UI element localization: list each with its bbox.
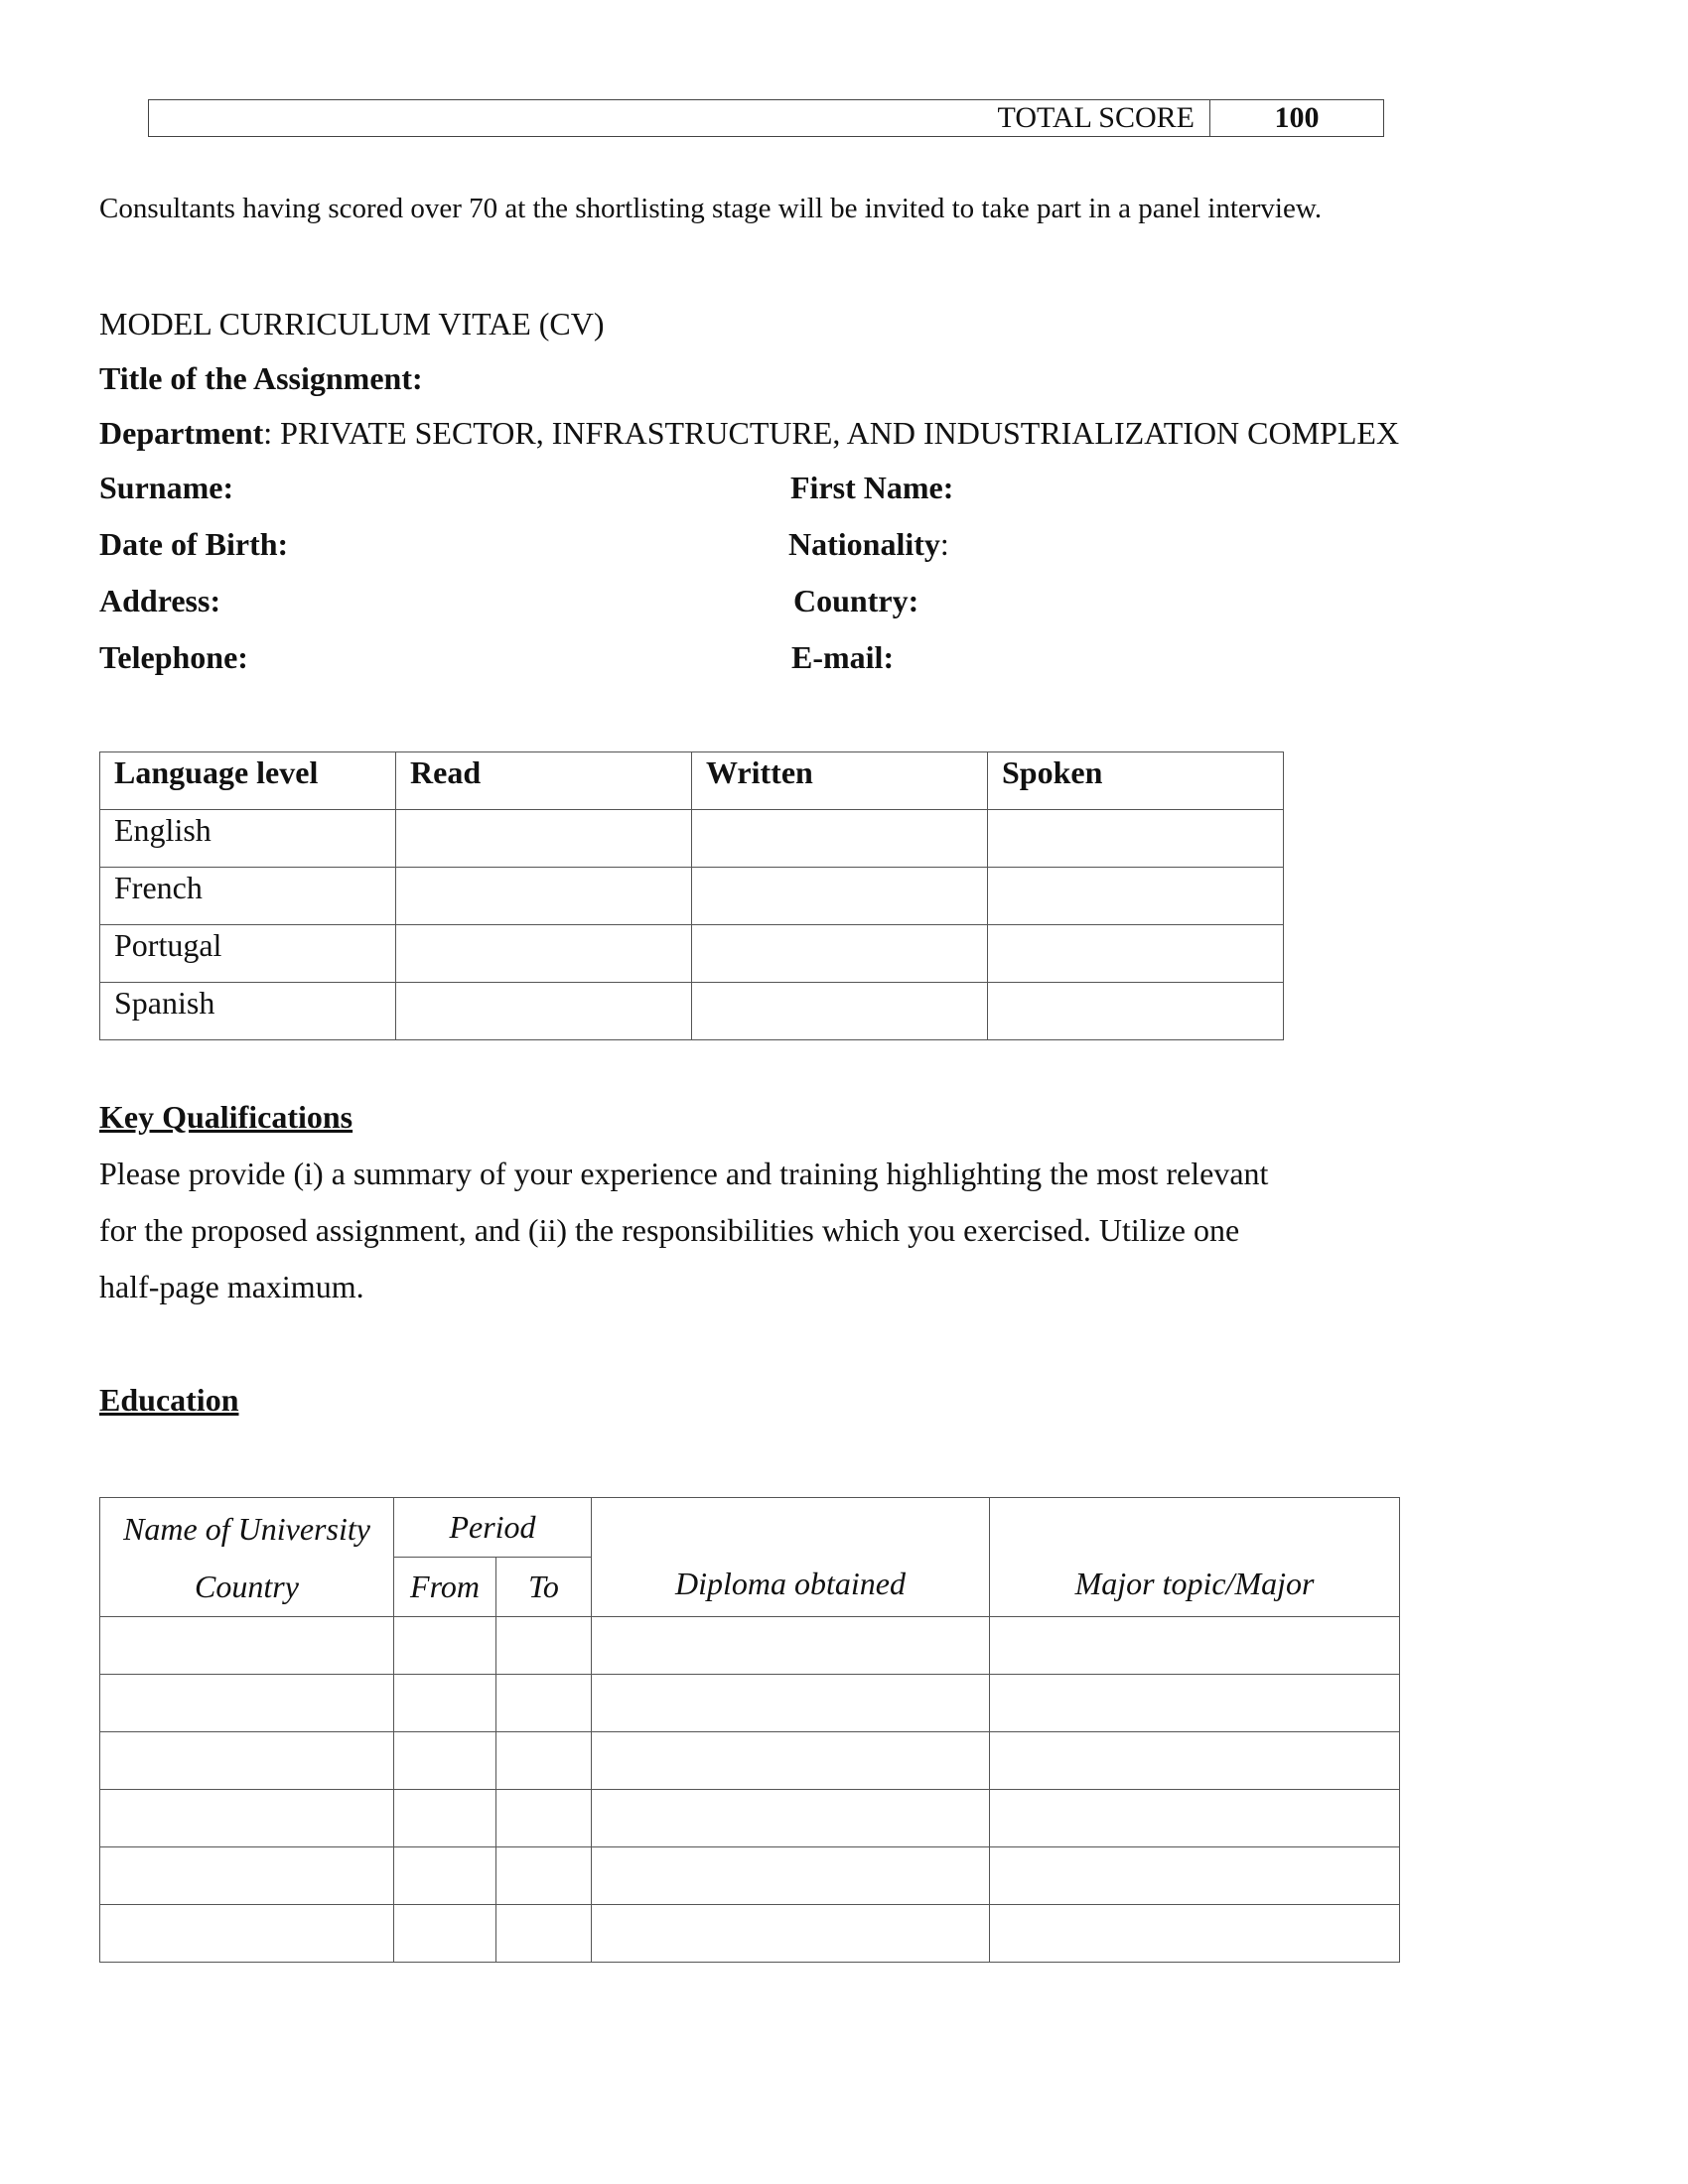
department-line <box>99 414 1399 452</box>
read-cell[interactable] <box>396 868 692 925</box>
header-period: Period <box>394 1498 592 1558</box>
nationality-line <box>788 525 949 563</box>
header-diploma-obtained: Diploma obtained <box>592 1498 990 1617</box>
language-name: English <box>100 810 396 868</box>
spoken-cell[interactable] <box>988 868 1284 925</box>
key-qualifications-line: half-page maximum. <box>99 1269 364 1304</box>
education-row <box>100 1675 1400 1732</box>
header-to: To <box>496 1558 592 1617</box>
date-of-birth-label: Date of Birth: <box>99 526 289 562</box>
first-name-label: First Name: <box>790 470 954 505</box>
major-cell[interactable] <box>990 1790 1400 1847</box>
nationality-label: Nationality <box>788 526 940 562</box>
cv-title: MODEL CURRICULUM VITAE (CV) <box>99 306 605 341</box>
total-score-box <box>148 99 1384 137</box>
header-country: Country <box>195 1568 299 1604</box>
key-qualifications-line: for the proposed assignment, and (ii) the responsibilities which you exercised. Utilize one <box>99 1212 1240 1248</box>
diploma-cell[interactable] <box>592 1905 990 1963</box>
education-row <box>100 1617 1400 1675</box>
language-table-header-row <box>100 752 1284 810</box>
department-label: Department <box>99 415 264 451</box>
to-cell[interactable] <box>496 1675 592 1732</box>
university-cell[interactable] <box>100 1790 394 1847</box>
major-cell[interactable] <box>990 1617 1400 1675</box>
spoken-cell[interactable] <box>988 983 1284 1040</box>
spoken-cell[interactable] <box>988 925 1284 983</box>
diploma-cell[interactable] <box>592 1675 990 1732</box>
major-cell[interactable] <box>990 1675 1400 1732</box>
university-cell[interactable] <box>100 1617 394 1675</box>
to-cell[interactable] <box>496 1847 592 1905</box>
header-spoken: Spoken <box>988 752 1284 810</box>
key-qualifications-line: Please provide (i) a summary of your experience and training highlighting the most relevant <box>99 1156 1269 1191</box>
university-cell[interactable] <box>100 1847 394 1905</box>
to-cell[interactable] <box>496 1905 592 1963</box>
total-score-label: TOTAL SCORE <box>997 101 1195 134</box>
read-cell[interactable] <box>396 925 692 983</box>
language-name: Portugal <box>100 925 396 983</box>
read-cell[interactable] <box>396 810 692 868</box>
from-cell[interactable] <box>394 1617 496 1675</box>
from-cell[interactable] <box>394 1905 496 1963</box>
header-written: Written <box>692 752 988 810</box>
written-cell[interactable] <box>692 925 988 983</box>
language-row <box>100 925 1284 983</box>
from-cell[interactable] <box>394 1790 496 1847</box>
address-label: Address: <box>99 583 221 618</box>
university-cell[interactable] <box>100 1675 394 1732</box>
education-table <box>99 1497 1400 1963</box>
assignment-title-label: Title of the Assignment: <box>99 360 423 396</box>
shortlisting-notice: Consultants having scored over 70 at the shortlisting stage will be invited to take part in a panel interview. <box>99 193 1323 224</box>
education-row <box>100 1732 1400 1790</box>
language-level-table <box>99 751 1284 1040</box>
from-cell[interactable] <box>394 1847 496 1905</box>
country-label: Country: <box>793 583 919 618</box>
to-cell[interactable] <box>496 1732 592 1790</box>
surname-label: Surname: <box>99 470 234 505</box>
header-name-of-university: Name of University <box>123 1510 370 1547</box>
university-cell[interactable] <box>100 1732 394 1790</box>
diploma-cell[interactable] <box>592 1790 990 1847</box>
university-country-header <box>100 1498 394 1617</box>
education-row <box>100 1847 1400 1905</box>
department-value: : PRIVATE SECTOR, INFRASTRUCTURE, AND INDUSTRIALIZATION COMPLEX <box>263 415 1400 451</box>
language-row <box>100 868 1284 925</box>
language-row <box>100 810 1284 868</box>
email-label: E-mail: <box>791 639 895 675</box>
nationality-colon: : <box>939 526 949 562</box>
header-language-level: Language level <box>100 752 396 810</box>
read-cell[interactable] <box>396 983 692 1040</box>
written-cell[interactable] <box>692 983 988 1040</box>
telephone-label: Telephone: <box>99 639 248 675</box>
major-cell[interactable] <box>990 1847 1400 1905</box>
major-cell[interactable] <box>990 1905 1400 1963</box>
diploma-cell[interactable] <box>592 1732 990 1790</box>
education-row <box>100 1790 1400 1847</box>
total-score-value: 100 <box>1274 101 1320 134</box>
diploma-cell[interactable] <box>592 1617 990 1675</box>
education-row <box>100 1905 1400 1963</box>
to-cell[interactable] <box>496 1617 592 1675</box>
language-name: Spanish <box>100 983 396 1040</box>
university-cell[interactable] <box>100 1905 394 1963</box>
major-cell[interactable] <box>990 1732 1400 1790</box>
written-cell[interactable] <box>692 810 988 868</box>
language-row <box>100 983 1284 1040</box>
education-header-row-1 <box>100 1498 1400 1558</box>
written-cell[interactable] <box>692 868 988 925</box>
language-name: French <box>100 868 396 925</box>
to-cell[interactable] <box>496 1790 592 1847</box>
from-cell[interactable] <box>394 1675 496 1732</box>
header-major-topic: Major topic/Major <box>990 1498 1400 1617</box>
diploma-cell[interactable] <box>592 1847 990 1905</box>
education-heading: Education <box>99 1382 239 1418</box>
key-qualifications-heading: Key Qualifications <box>99 1099 353 1135</box>
header-read: Read <box>396 752 692 810</box>
header-from: From <box>394 1558 496 1617</box>
from-cell[interactable] <box>394 1732 496 1790</box>
spoken-cell[interactable] <box>988 810 1284 868</box>
